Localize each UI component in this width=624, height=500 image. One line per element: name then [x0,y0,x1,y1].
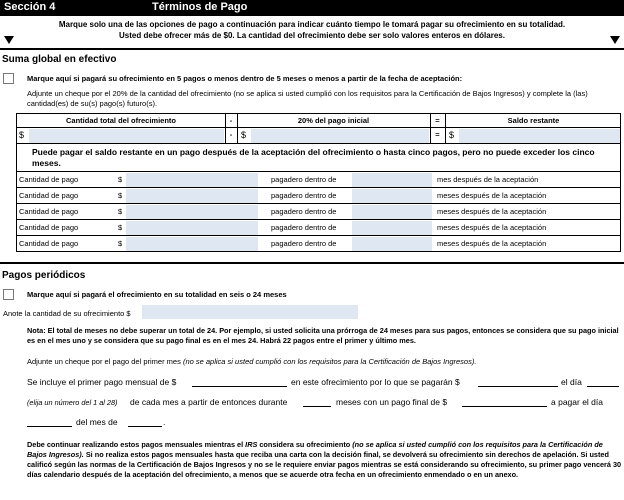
payment-amount-input-4[interactable] [126,221,258,235]
offer-amount-table [16,113,621,144]
periodic-checkbox[interactable] [3,289,14,300]
col-balance: Saldo restante [507,116,560,125]
table-row: Cantidad de pago $ pagadero dentro de meses después de la aceptación [16,235,621,251]
col-minus: - [229,116,233,125]
total-offer-input[interactable] [29,129,224,143]
section-header [0,0,624,16]
first-monthly-payment-label: Se incluye el primer pago mensual de $ [27,377,177,387]
balance-input[interactable] [459,129,620,143]
number-of-months-input[interactable] [303,397,331,407]
table-row: Cantidad de pago $ pagadero dentro de mes después de la aceptación [16,171,621,187]
col-initial-payment: 20% del pago inicial [297,116,370,125]
dollar-sign: $ [449,130,455,140]
final-payment-input[interactable] [462,397,547,407]
payment-schedule-note: Puede pagar el saldo restante en un pago después de la aceptación del ofrecimiento o hasta cinco pagos, pero no puede exceder los cinco meses. [32,147,595,168]
col-equals: = [435,116,440,125]
lump-sum-heading: Suma global en efectivo [2,54,117,65]
offer-total-input[interactable] [142,305,358,319]
section-title: Términos de Pago [152,1,248,13]
minus-sign: - [229,130,233,139]
final-payment-day-input[interactable] [27,417,72,427]
lump-sum-checkbox[interactable] [3,73,14,84]
payment-months-input-2[interactable] [352,189,432,203]
periodic-note: Nota: El total de meses no debe superar un total de 24. Por ejemplo, si usted solicita una prórroga de 24 meses para sus pagos, entonces se considera que su pago inicial es en el mes uno y se considera que su pago final es en el mes 24. Habrá 22 pagos entre el primer y último mes. [27,326,619,345]
intro-line-2: Usted debe ofrecer más de $0. La cantidad del ofrecimiento debe ser solo valores enteros en dólares. [119,31,505,40]
payment-months-input-3[interactable] [352,205,432,219]
pay-day-label: a pagar el día [551,397,603,407]
payment-months-input-4[interactable] [352,221,432,235]
payment-amount-input-3[interactable] [126,205,258,219]
section-number: Sección 4 [4,1,56,13]
payment-months-input-5[interactable] [352,237,432,251]
day-range-hint: (elija un número del 1 al 28) [27,398,118,407]
payment-months-input-1[interactable] [352,173,432,187]
initial-payment-input[interactable] [251,129,429,143]
monthly-amount-input[interactable] [478,377,558,387]
first-payment-instruction: Adjunte un cheque por el pago del primer mes (no se aplica si usted cumplió con los requisitos para la Certificación de Bajos Ingresos). [27,357,477,366]
divider [0,262,624,264]
payment-day-input[interactable] [587,377,619,387]
arrow-down-left-icon [4,36,14,44]
first-monthly-payment-input[interactable] [192,377,287,387]
arrow-down-right-icon [610,36,620,44]
intro-instructions [0,19,624,41]
final-payment-month-input[interactable] [128,417,162,427]
each-month-label: de cada mes a partir de entonces durante [130,397,288,407]
table-row: Cantidad de pago $ pagadero dentro de meses después de la aceptación [16,203,621,219]
divider [0,48,624,50]
equals-sign: = [435,130,440,139]
table-row: Cantidad de pago $ pagadero dentro de meses después de la aceptación [16,187,621,203]
lump-sum-instructions: Adjunte un cheque por el 20% de la cantidad del ofrecimiento (no se aplica si usted cumplió con los requisitos para la Certificación de Bajos Ingresos) y complete la (las) cantidad(es) de su(s) pago(s) futuro(s). [27,89,588,108]
payment-amount-input-1[interactable] [126,173,258,187]
periodic-check-label: Marque aquí si pagará el ofrecimiento en su totalidad en seis o 24 meses [27,290,287,299]
col-total-offer: Cantidad total del ofrecimiento [65,116,176,125]
remaining-payment-label: en este ofrecimiento por lo que se pagarán $ [291,377,460,387]
day-label: el día [561,377,582,387]
intro-line-1: Marque solo una de las opciones de pago a continuación para indicar cuánto tiempo le tomará pagar su ofrecimiento en su totalidad. [58,20,566,29]
periodic-heading: Pagos periódicos [2,270,86,281]
payment-amount-input-2[interactable] [126,189,258,203]
offer-total-label: Anote la cantidad de su ofrecimiento $ [3,309,131,318]
lump-sum-check-label: Marque aquí si pagará su ofrecimiento en 5 pagos o menos dentro de 5 meses o menos a partir de la fecha de aceptación: [27,74,463,83]
table-row: Cantidad de pago $ pagadero dentro de meses después de la aceptación [16,219,621,235]
month-of-label: del mes de [76,417,118,427]
final-payment-label: meses con un pago final de $ [336,397,448,407]
dollar-sign: $ [241,130,247,140]
payment-amount-input-5[interactable] [126,237,258,251]
dollar-sign: $ [19,130,25,140]
sentence-period: . [163,417,166,427]
continue-payments-notice: Debe continuar realizando estos pagos mensuales mientras el IRS considera su ofrecimiento (no se aplica si usted cumplió con los requisitos para la Certificación de Bajos Ingresos). Si no realiza estos pagos mensuales hasta que reciba una carta con la decisión final, se devolverá su ofrecimiento sin derechos de apelación. Si usted calificó según las normas de la Certificación de Bajos Ingresos y no se le requiere enviar pagos mientras se está considerando su ofrecimiento, su primer pago vencerá 30 días calendario después de la aceptación del ofrecimiento, a menos que se acuerde otra fecha en un ofrecimiento enmendado o en un anexo. [27,440,622,479]
